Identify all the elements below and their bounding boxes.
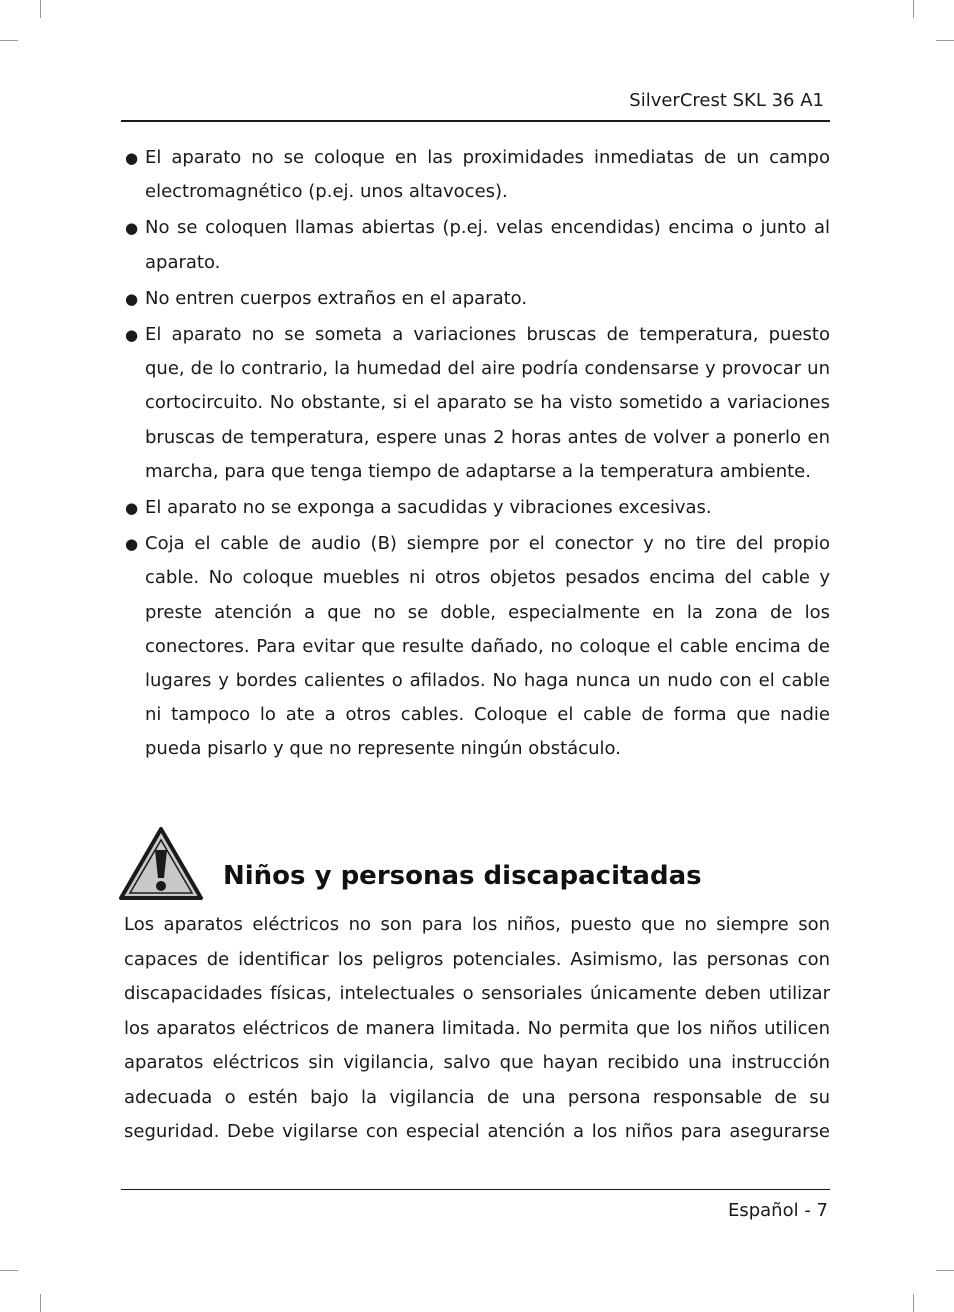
bullet-icon: ●	[125, 219, 139, 238]
section-paragraph: Los aparatos eléctricos no son para los niños, puesto que no siempre son capaces de identificar los peligros potenciales. Asimismo, las personas con discapacidades físicas, intelectuales o sensoriales únicamente deben utilizar los aparatos eléctricos de manera limitada. No permita que los niños utilicen aparatos eléctricos sin vigilancia, salvo que hayan recibido una instrucción adecuada o estén bajo la vigilancia de una persona responsable de su seguridad. Debe vigilarse con especial atención a los niños para asegurarse	[124, 914, 830, 1142]
list-item	[124, 211, 830, 279]
warning-triangle-icon	[118, 826, 204, 902]
list-item	[124, 282, 830, 316]
header-rule	[121, 120, 830, 122]
page-number: Español - 7	[727, 1200, 828, 1221]
crop-mark	[936, 1270, 954, 1271]
list-item	[124, 527, 830, 766]
bullet-icon: ●	[125, 499, 139, 518]
bullet-icon: ●	[125, 149, 139, 167]
crop-mark	[936, 40, 954, 41]
bullet-list	[124, 141, 830, 769]
bullet-icon: ●	[125, 326, 139, 345]
crop-mark	[913, 0, 914, 18]
list-item-text: Coja el cable de audio (B) siempre por el conector y no tire del propio cable. No coloque muebles ni otros objetos pesados encima del cable y preste atención a que no se doble, especialmente en la zona de los conectores. Para evitar que resulte dañado, no coloque el cable encima de lugares y bordes calientes o afilados. No haga nunca un nudo con el cable ni tampoco lo ate a otros cables. Coloque el cable de forma que nadie pueda pisarlo y que no represente ningún obstáculo.	[145, 533, 830, 760]
bullet-icon: ●	[125, 535, 139, 554]
crop-mark	[0, 40, 18, 41]
list-item	[124, 141, 830, 209]
running-head: SilverCrest SKL 36 A1	[629, 90, 824, 111]
list-item-text: El aparato no se exponga a sacudidas y vibraciones excesivas.	[145, 497, 712, 519]
bullet-icon: ●	[125, 289, 139, 308]
list-item	[124, 491, 830, 525]
crop-mark	[0, 1270, 18, 1271]
crop-mark	[40, 0, 41, 18]
list-item-text: No se coloquen llamas abiertas (p.ej. velas encendidas) encima o junto al aparato.	[145, 217, 830, 273]
footer-rule	[121, 1189, 830, 1190]
list-item	[124, 318, 830, 489]
crop-mark	[913, 1294, 914, 1312]
list-item-text: El aparato no se someta a variaciones bruscas de temperatura, puesto que, de lo contrario, la humedad del aire podría condensarse y provocar un cortocircuito. No obstante, si el aparato se ha visto sometido a variaciones bruscas de temperatura, espere unas 2 horas antes de volver a ponerlo en marcha, para que tenga tiempo de adaptarse a la temperatura ambiente.	[145, 324, 830, 482]
list-item-text: El aparato no se coloque en las proximidades inmediatas de un campo electromagnético (p.ej. unos altavoces).	[145, 147, 830, 203]
list-item-text: No entren cuerpos extraños en el aparato.	[145, 287, 528, 309]
section-heading: Niños y personas discapacitadas	[223, 861, 702, 891]
crop-mark	[40, 1294, 41, 1312]
